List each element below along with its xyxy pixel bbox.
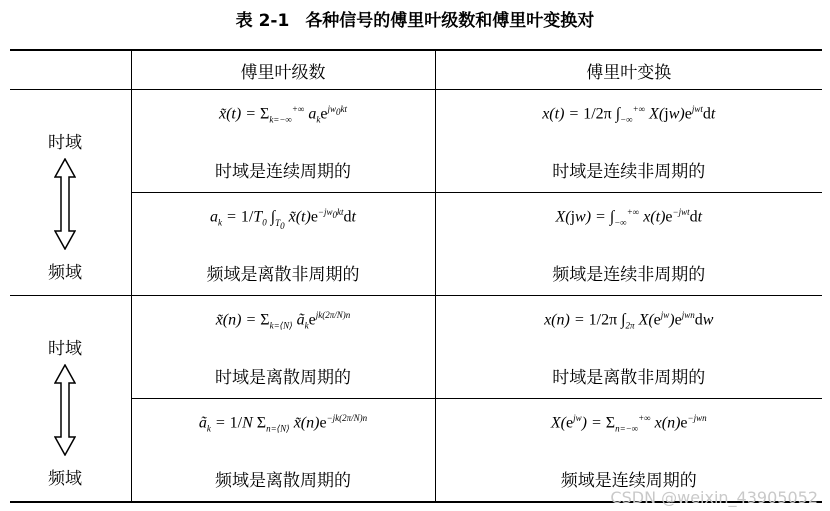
series-desc: 频域是离散非周期的 [206,265,360,285]
freq-domain-label: 频域 [48,469,82,489]
caption-title: 各种信号的傅里叶级数和傅里叶变换对 [305,11,595,31]
transform-desc: 时域是连续非周期的 [552,162,706,182]
time-domain-label: 时域 [48,133,82,153]
table-row [10,399,822,503]
header-transform: 傅里叶变换 [435,50,822,90]
series-coef-formula-ct: $a_k = 1/T_0$ $\int_{T_0}$ $x̃(t)e^{-jw_0kt}dt$ [210,207,356,231]
table-row [10,193,822,296]
table-caption [0,6,830,31]
header-series: 傅里叶级数 [131,50,435,90]
double-arrow-icon [54,158,76,250]
transform-formula-ct: $X(jw) = \int_{-\infty}^{+\infty}$ $x(t)e^{-jwt}dt$ [555,207,703,228]
fourier-table [10,49,822,503]
watermark: CSDN @weixin_43905052 [610,488,818,507]
caption-number: 表 2-1 [235,11,290,31]
transform-desc: 时域是离散非周期的 [552,368,706,388]
series-desc: 频域是离散周期的 [215,471,351,491]
freq-domain-label: 频域 [48,263,82,283]
header-row [10,50,822,90]
table-row [10,296,822,399]
transform-desc: 频域是连续非周期的 [552,265,706,285]
series-desc: 时域是离散周期的 [215,368,351,388]
transform-formula-dt-inverse: x(n) = 1/2π $\int_{2\pi}$ $X(e^{jw})e^{jwn}dw$ [544,310,714,331]
double-arrow-icon [54,364,76,456]
transform-formula-dt: $X(e^{jw}) = \Sigma_{n=-\infty}^{+\infty}$ $x(n)e^{-jwn}$ [550,413,707,434]
side-label-group-2 [10,296,131,503]
time-domain-label: 时域 [48,339,82,359]
series-formula-ct: x̃(t) = $\Sigma_{k=-\infty}^{+\infty}$ $a_ke^{jw_0kt}$ [218,104,347,125]
series-desc: 时域是连续周期的 [215,162,351,182]
series-coef-formula-dt: $ã_k = 1/N$ $\Sigma_{n=⟨N⟩}$ $x̃(n)e^{-jk(2\pi/N)n}$ [198,413,368,434]
table-row [10,90,822,193]
side-label-group-1 [10,90,131,296]
transform-formula-ct-inverse: x(t) = 1/2π $\int_{-\infty}^{+\infty}$ $X(jw)e^{jwt}dt$ [542,104,716,125]
transform-desc: 频域是连续周期的 [560,471,697,491]
header-empty [10,50,131,90]
series-formula-dt: x̃(n) = $\Sigma_{k=⟨N⟩}$ $ã_ke^{jk(2\pi/N)n}$ [215,310,351,331]
